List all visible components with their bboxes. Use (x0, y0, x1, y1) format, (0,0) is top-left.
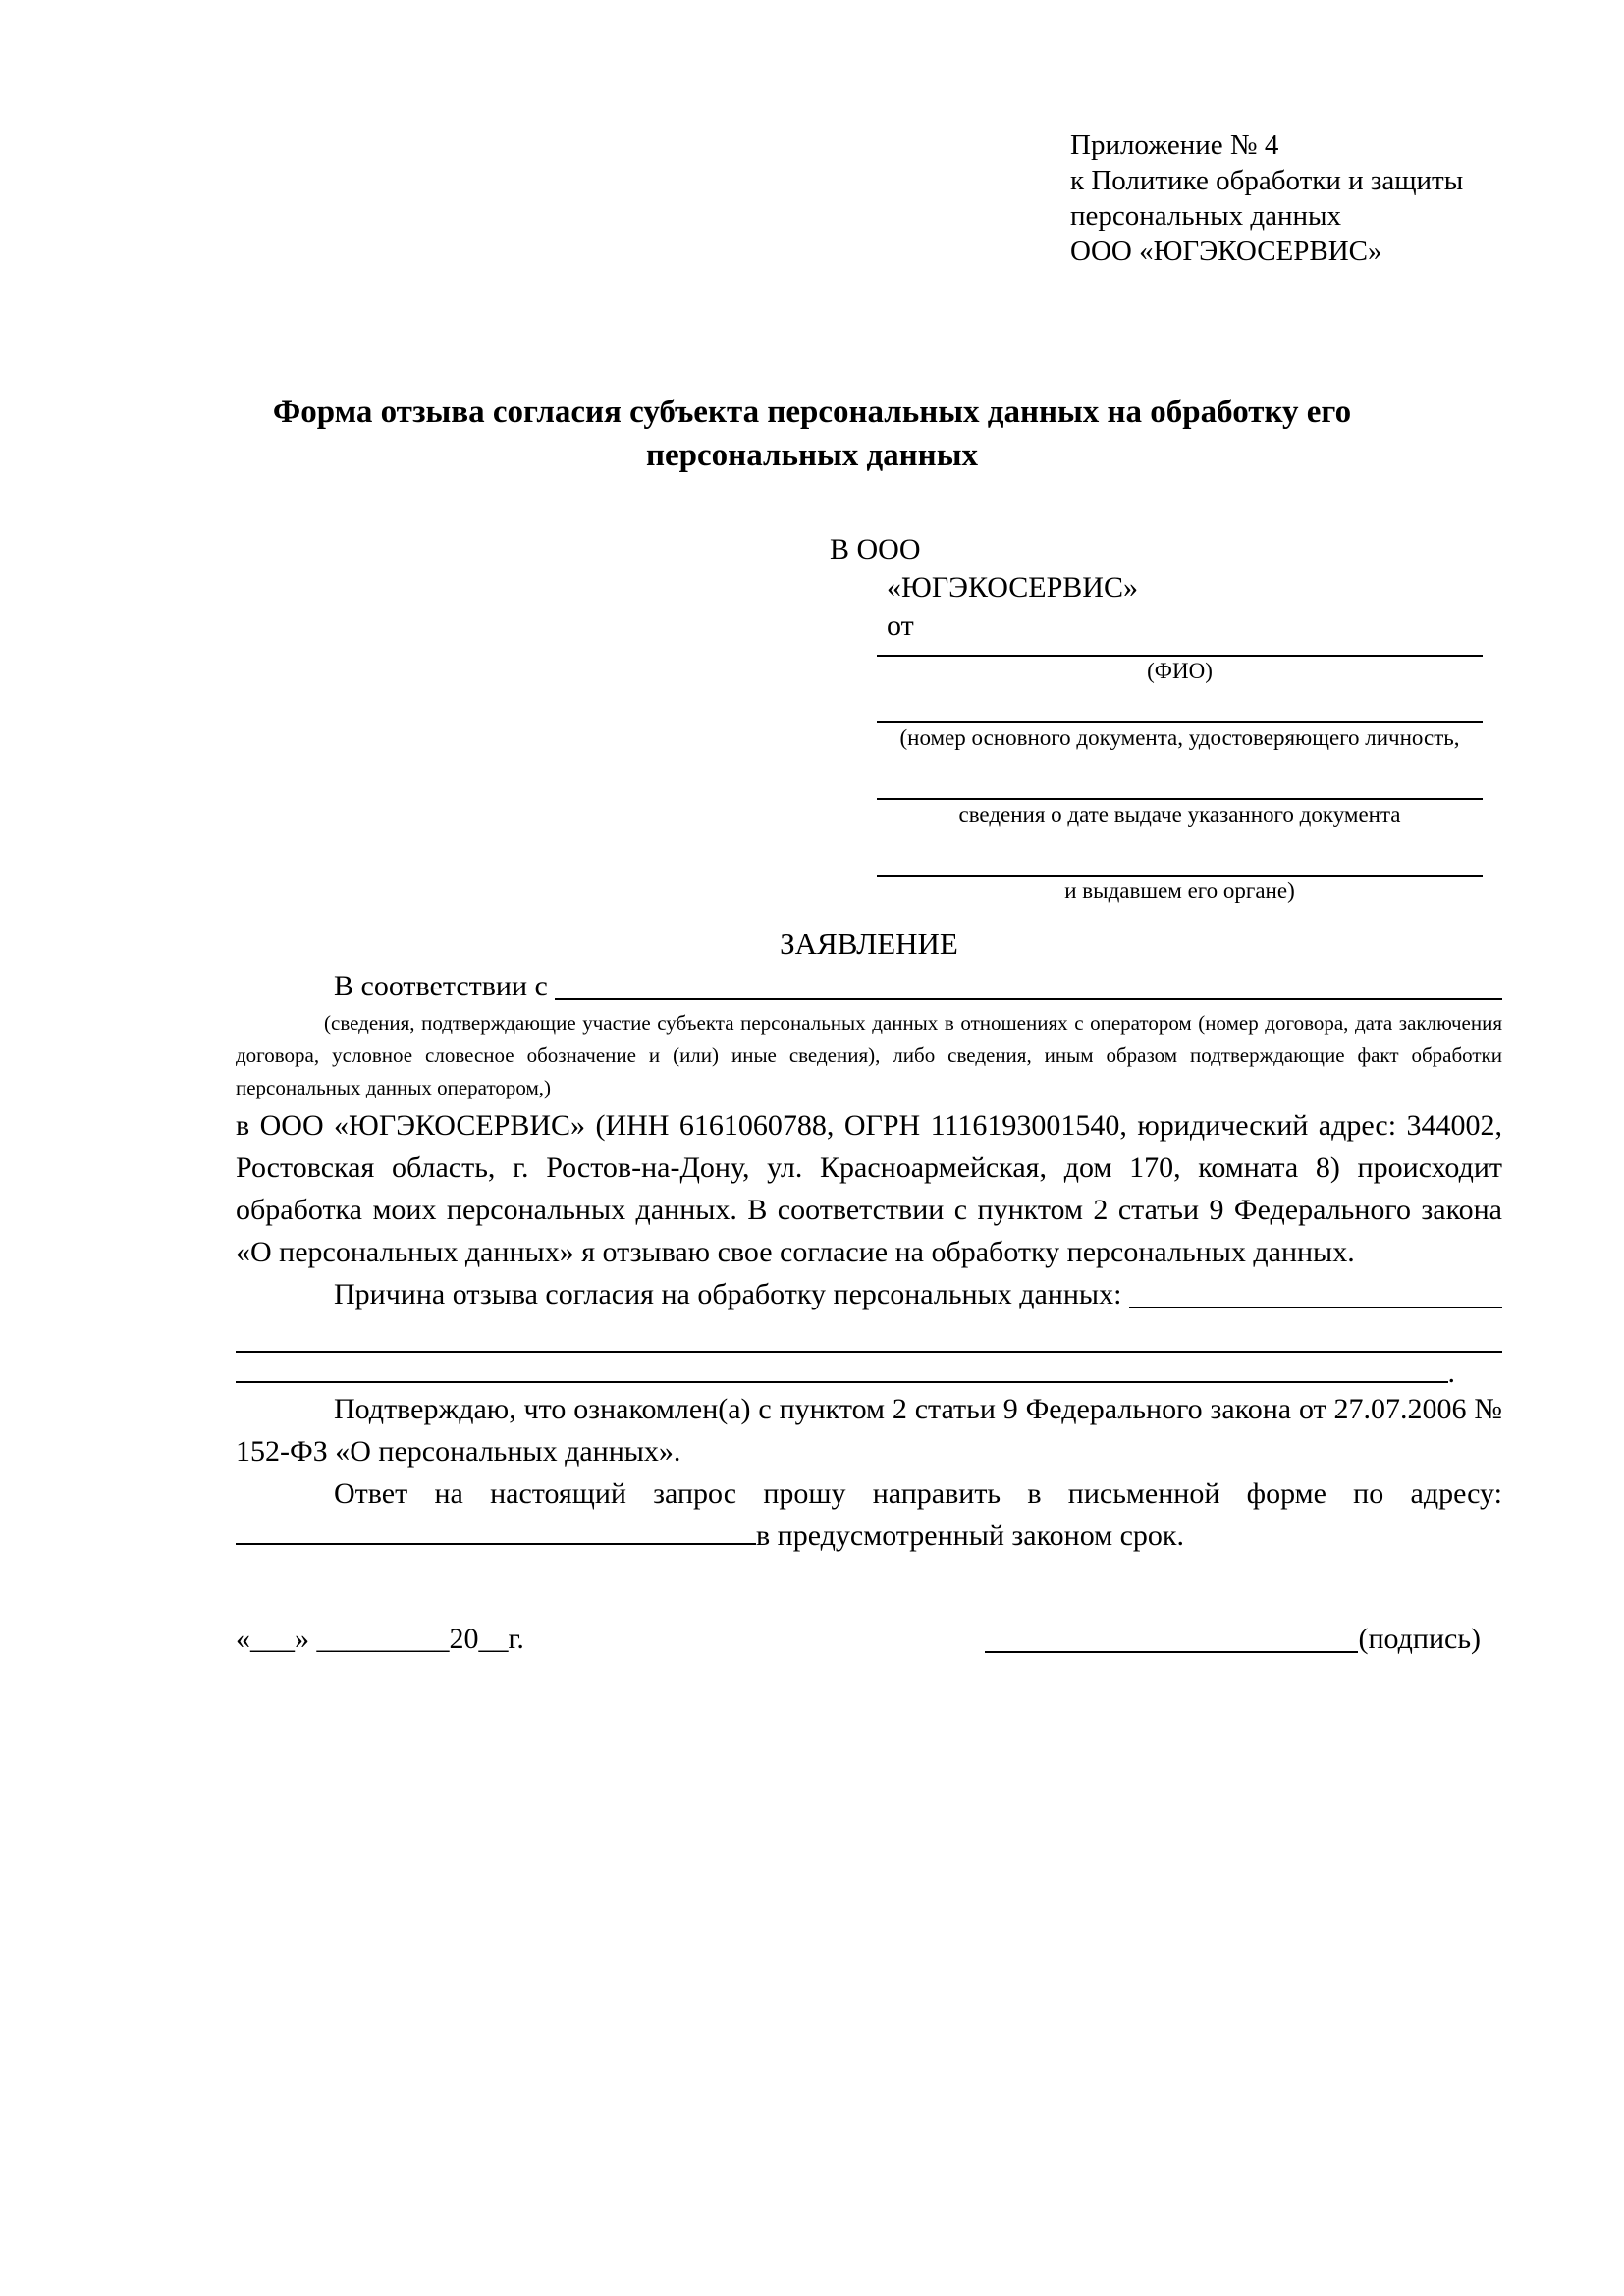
statement-body (236, 923, 1502, 1660)
addressee-org-name: «ЮГЭКОСЕРВИС» (887, 571, 1138, 604)
reason-period: . (1447, 1357, 1455, 1389)
addressee-block (830, 530, 1483, 904)
reply-paragraph (236, 1472, 1502, 1557)
issuing-authority-caption: и выдавшем его органе) (1064, 879, 1295, 903)
statement-heading: ЗАЯВЛЕНИЕ (780, 927, 958, 961)
document-title: Форма отзыва согласия субъекта персональных данных на обработку его персональных данных (272, 395, 1352, 473)
signature-blank-line (985, 1618, 1358, 1653)
issue-date-blank-line (877, 751, 1483, 800)
addressee-org-prefix: В ООО (830, 533, 921, 565)
appendix-line: персональных данных (1070, 200, 1342, 232)
appendix-block (1070, 128, 1463, 269)
reason-line (236, 1273, 1502, 1315)
reason-blank-line (1129, 1273, 1502, 1308)
document-number-caption: (номер основного документа, удостоверяющего личность, (899, 725, 1460, 750)
date-signature-row (236, 1618, 1502, 1660)
issue-date-caption: сведения о дате выдаче указанного документа (958, 802, 1401, 827)
reason-blank-line-3 (236, 1353, 1502, 1388)
appendix-line: Приложение № 4 (1070, 130, 1279, 161)
addressee-fields (877, 645, 1483, 904)
signature-caption: (подпись) (1358, 1623, 1481, 1655)
body-paragraph: в ООО «ЮГЭКОСЕРВИС» (ИНН 6161060788, ОГРН 1116193001540, юридический адрес: 344002, Ростовская область, г. Ростов-на-Дону, ул. Красноармейская, дом 170, комната 8) происходит обработка моих персональных данных. В соответствии с пунктом 2 статьи 9 Федерального закона «О персональных данных» я отзываю свое согласие на обработку персональных данных. (236, 1109, 1502, 1268)
signature-group (985, 1618, 1481, 1660)
confirm-paragraph: Подтверждаю, что ознакомлен(а) с пунктом 2 статьи 9 Федерального закона от 27.07.2006 № 152-ФЗ «О персональных данных». (236, 1393, 1502, 1468)
intro-footnote: (сведения, подтверждающие участие субъекта персональных данных в отношениях с оператором (номер договора, дата заключения договора, условное словесное обозначение и (или) иные сведения), либо сведения, иным образом подтверждающие факт обработки персональных данных оператором,) (236, 1011, 1502, 1099)
appendix-line: к Политике обработки и защиты (1070, 165, 1464, 196)
date-line: «___» _________20__г. (236, 1623, 524, 1655)
intro-blank-line (555, 965, 1502, 1000)
reply-prefix: Ответ на настоящий запрос прошу направить в письменной форме по адресу: (334, 1477, 1502, 1510)
reason-blank-line-2 (236, 1315, 1502, 1353)
intro-prefix: В соответствии с (334, 970, 548, 1002)
reason-prefix: Причина отзыва согласия на обработку персональных данных: (334, 1278, 1122, 1310)
intro-line (236, 965, 1502, 1007)
addressee-from-label: от (887, 610, 914, 642)
fio-caption: (ФИО) (1147, 659, 1213, 683)
reply-address-blank-line (236, 1543, 756, 1545)
reason-blank-line-3-rule (236, 1381, 1448, 1383)
reply-suffix: в предусмотренный законом срок. (756, 1520, 1184, 1552)
issuing-authority-blank-line (877, 828, 1483, 877)
document-number-blank-line (877, 684, 1483, 723)
appendix-line: ООО «ЮГЭКОСЕРВИС» (1070, 236, 1382, 267)
fio-blank-line (877, 645, 1483, 657)
